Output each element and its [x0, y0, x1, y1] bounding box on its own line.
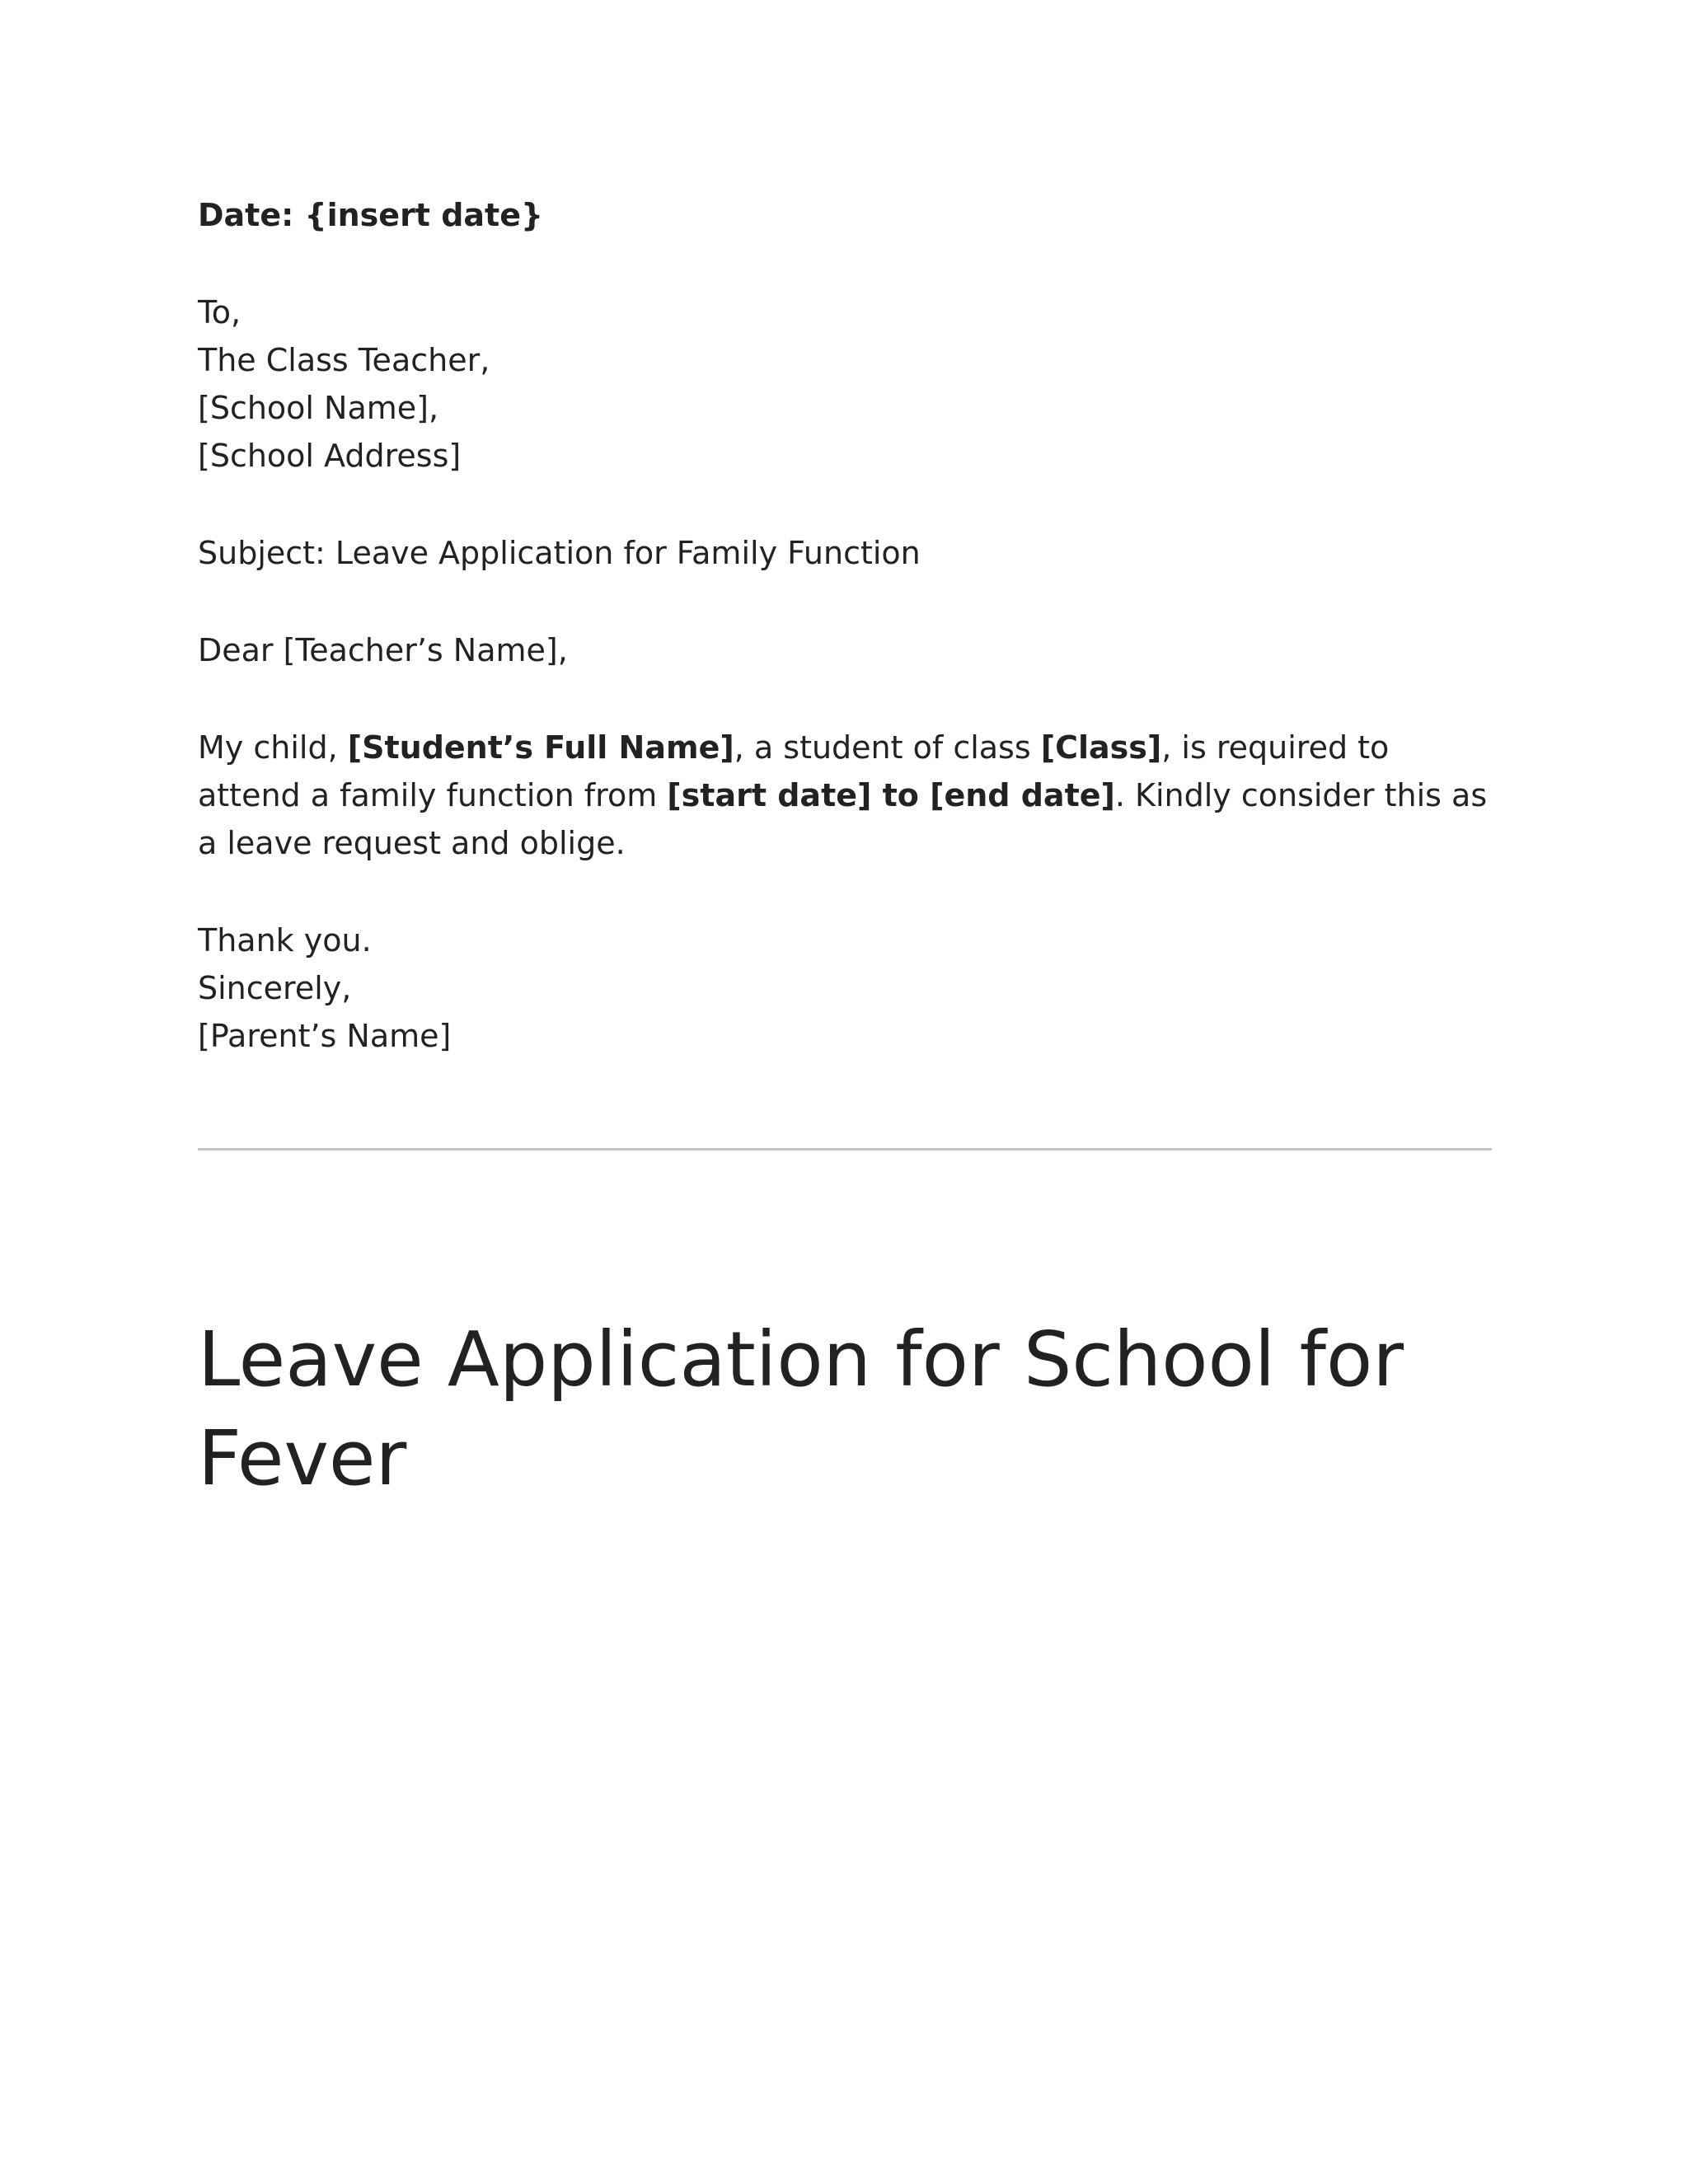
recipient-title: The Class Teacher,: [198, 342, 490, 378]
spacer: [198, 674, 1492, 724]
student-name-placeholder: [Student’s Full Name]: [347, 729, 734, 766]
date-line: Date: {insert date}: [198, 197, 544, 233]
spacer: [198, 239, 1492, 288]
letter-body: [198, 191, 1492, 1060]
closing-thanks: Thank you.: [198, 922, 372, 958]
body-text-1: My child,: [198, 729, 348, 766]
parent-name: [Parent’s Name]: [198, 1018, 452, 1054]
class-placeholder: [Class]: [1040, 729, 1162, 766]
spacer: [198, 577, 1492, 626]
recipient-to: To,: [198, 294, 241, 330]
section-heading: Leave Application for School for Fever: [198, 1315, 1404, 1502]
body-paragraph: [198, 724, 1492, 867]
spacer: [198, 480, 1492, 529]
recipient-school-address: [School Address]: [198, 438, 462, 474]
recipient-school-name: [School Name],: [198, 390, 439, 426]
body-text-4: . Kindly consider this as a leave request and oblige.: [198, 777, 1488, 861]
closing-sincerely: Sincerely,: [198, 970, 352, 1006]
body-text-3: , is required to attend a family function from: [198, 729, 1390, 813]
subject-line: Subject: Leave Application for Family Function: [198, 535, 921, 571]
dates-placeholder: [start date] to [end date]: [667, 777, 1115, 813]
salutation: Dear [Teacher’s Name],: [198, 632, 568, 668]
section-divider: [198, 1148, 1492, 1151]
spacer: [198, 867, 1492, 916]
body-text-2: , a student of class: [734, 729, 1041, 766]
